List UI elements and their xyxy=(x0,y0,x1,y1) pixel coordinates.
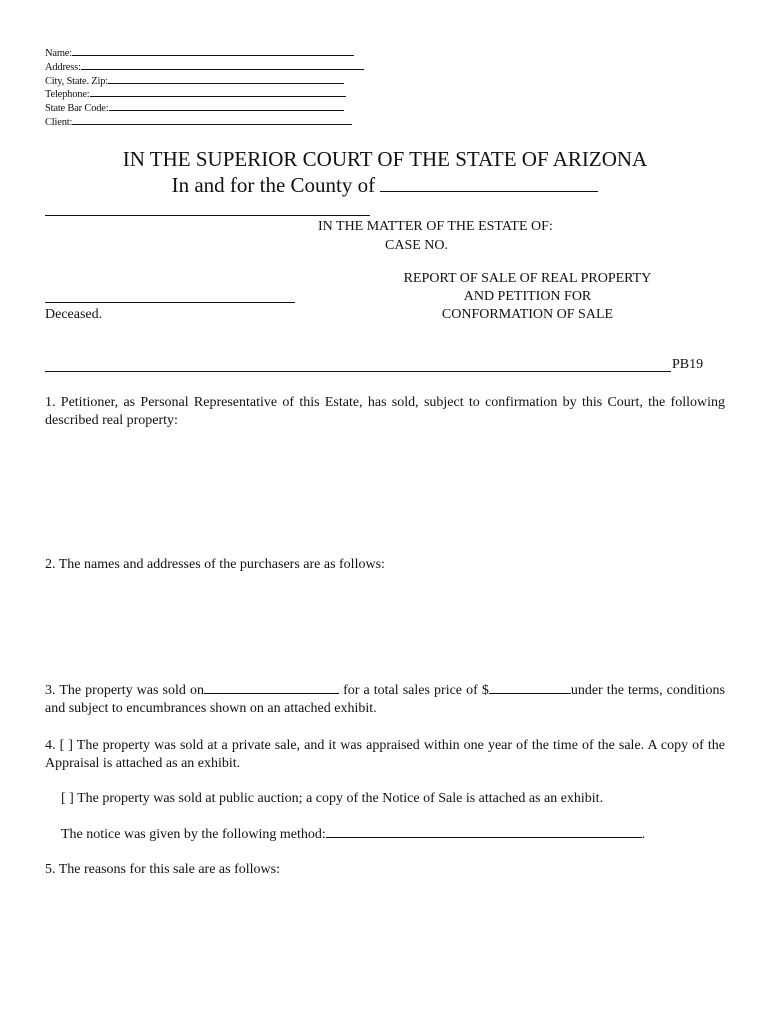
deceased-name-line[interactable] xyxy=(45,302,295,303)
county-line xyxy=(0,173,770,198)
case-no-label: CASE NO. xyxy=(385,238,449,253)
paragraph-5: 5. The reasons for this sale are as follows: xyxy=(45,862,280,877)
notice-method-label: The notice was given by the following method: xyxy=(61,827,326,842)
bar-code-line xyxy=(45,102,344,116)
p3-text-b: for a total sales price of $ xyxy=(343,683,489,698)
court-title: IN THE SUPERIOR COURT OF THE STATE OF ARIZONA xyxy=(122,147,648,171)
doc-title-line-2: AND PETITION FOR xyxy=(463,289,592,304)
doc-title-line-3: CONFORMATION OF SALE xyxy=(441,307,614,322)
sale-price-field[interactable] xyxy=(489,693,571,694)
matter-label: IN THE MATTER OF THE ESTATE OF: xyxy=(318,219,553,234)
name-field[interactable] xyxy=(72,55,354,56)
paragraph-4: 4. [ ] The property was sold at a private sale, and it was appraised within one year of the time of the sale. A copy of the Appraisal is attached as an exhibit. xyxy=(45,738,725,771)
client-label: Client: xyxy=(45,117,73,128)
paragraph-1: 1. Petitioner, as Personal Representative of this Estate, has sold, subject to confirmation by this Court, the following described real property: xyxy=(45,395,725,428)
doc-title-line-1: REPORT OF SALE OF REAL PROPERTY xyxy=(403,271,652,286)
p3-text-a: 3. The property was sold on xyxy=(45,683,204,698)
county-prefix: In and for the County of xyxy=(171,173,376,197)
telephone-label: Telephone: xyxy=(45,89,90,100)
paragraph-2: 2. The names and addresses of the purchasers are as follows: xyxy=(45,557,385,572)
county-field[interactable] xyxy=(380,191,598,192)
form-code: PB19 xyxy=(672,357,704,372)
address-field[interactable] xyxy=(81,69,364,70)
document-title xyxy=(390,270,665,324)
telephone-line xyxy=(45,88,346,102)
client-line xyxy=(45,116,352,130)
name-line xyxy=(45,47,354,61)
p3-text-c: under the terms, conditions and subject to encumbrances shown on an attached exhibit. xyxy=(45,683,726,716)
sale-date-field[interactable] xyxy=(204,693,339,694)
city-field[interactable] xyxy=(108,83,344,84)
caption-divider xyxy=(45,371,671,372)
notice-method-field[interactable] xyxy=(326,837,642,838)
notice-method-line: The notice was given by the following method: . xyxy=(61,827,646,842)
city-line xyxy=(45,75,344,89)
telephone-field[interactable] xyxy=(90,96,346,97)
bar-code-field[interactable] xyxy=(109,110,344,111)
client-field[interactable] xyxy=(72,124,352,125)
bar-code-label: State Bar Code: xyxy=(45,103,109,114)
address-line xyxy=(45,61,364,75)
deceased-label: Deceased. xyxy=(45,307,103,322)
estate-name-line[interactable] xyxy=(45,215,370,216)
city-label: City, State. Zip: xyxy=(45,76,108,87)
auction-option: [ ] The property was sold at public auction; a copy of the Notice of Sale is attached as an exhibit. xyxy=(61,791,604,806)
address-label: Address: xyxy=(45,62,81,73)
paragraph-3 xyxy=(45,682,725,718)
name-label: Name: xyxy=(45,48,72,59)
